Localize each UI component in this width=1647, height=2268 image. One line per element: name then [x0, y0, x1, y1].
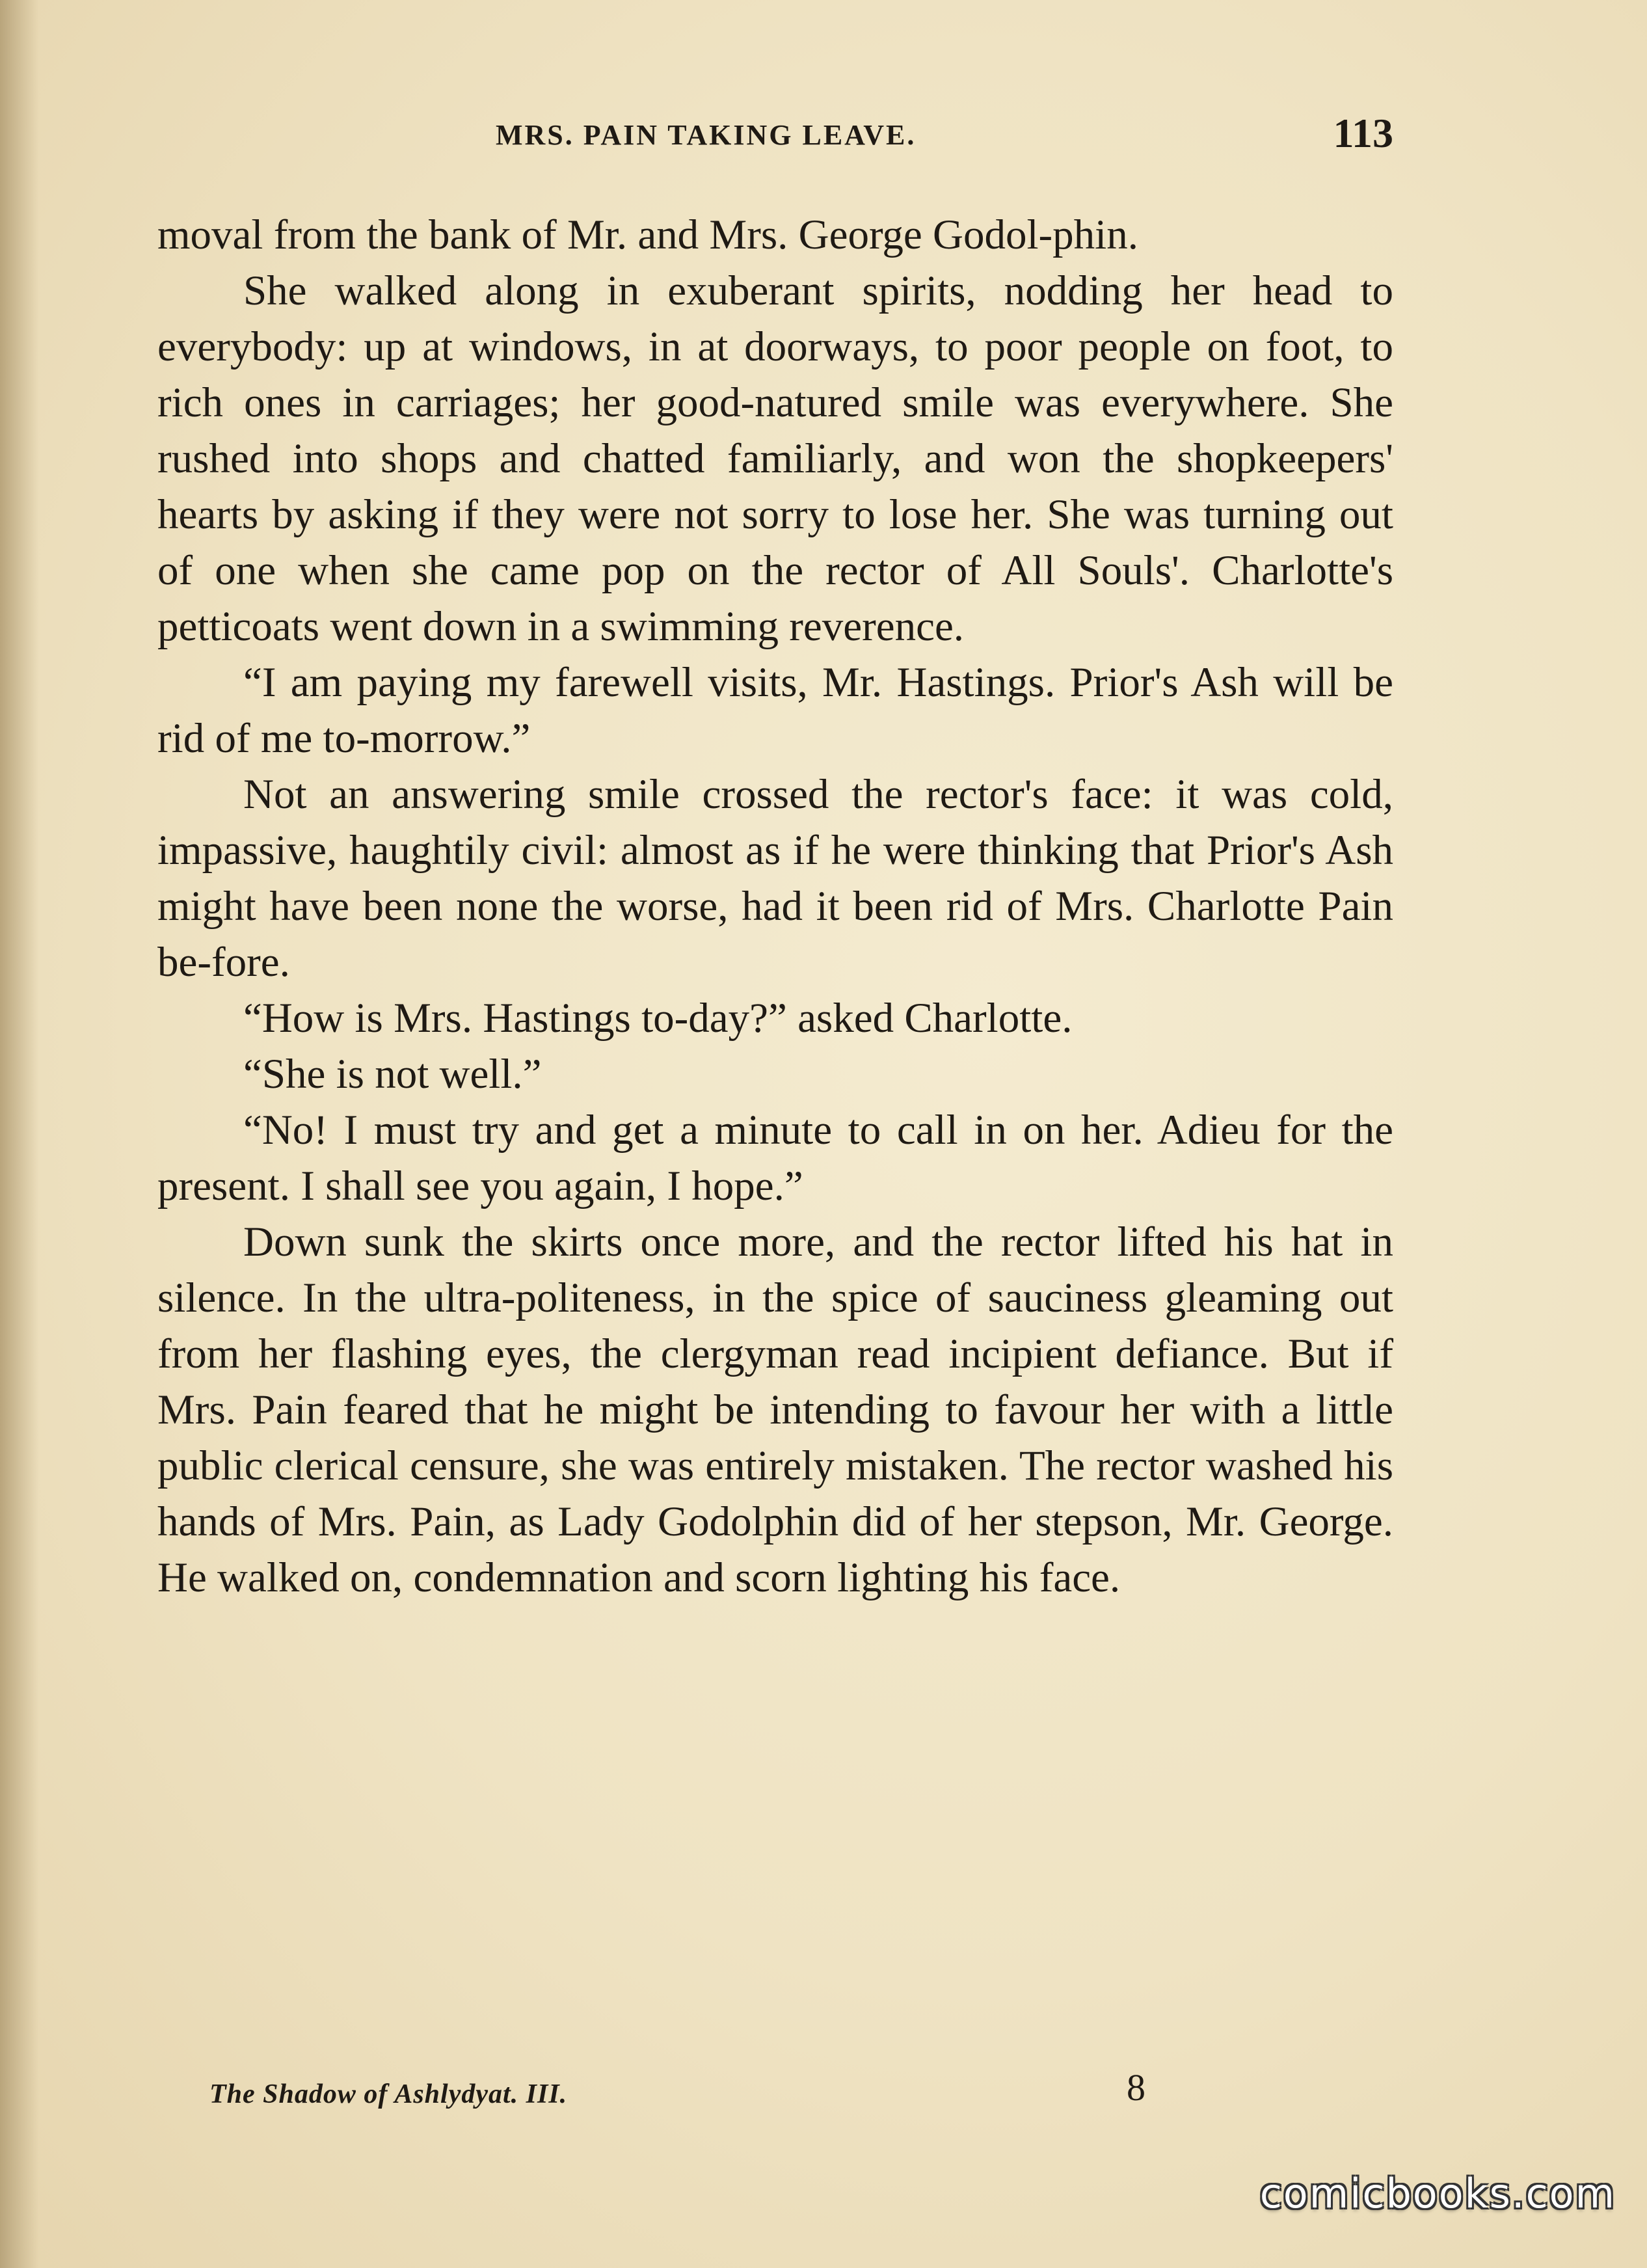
paragraph: “She is not well.” [243, 1051, 542, 1098]
paragraph: She walked along in exuberant spirits, nodding her head to everybody: up at windows, in at doorways, to poor people on foot, to rich ones in carriages; her good-natured smile was everywhere. She rushed into shops and chatted familiarly, and won the shopkeepers' hearts by asking if they were not sorry to lose her. She was turning out of one when she came pop on the rector of All Souls'. Charlotte's petticoats went down in a swimming reverence. [157, 267, 1393, 650]
paragraph: Not an answering smile crossed the rector's face: it was cold, impassive, haughtily civil: almost as if he were thinking that Prior's Ash might have been none the worse, had it been rid of Mrs. Charlotte Pain be-fore. [157, 771, 1393, 986]
page-number: 113 [1333, 110, 1393, 156]
signature-number: 8 [1127, 2066, 1145, 2109]
paragraph: “How is Mrs. Hastings to-day?” asked Charlotte. [243, 995, 1073, 1042]
page-header [157, 109, 1393, 168]
paragraph: “No! I must try and get a minute to call in on her. Adieu for the present. I shall see you again, I hope.” [157, 1107, 1393, 1209]
page-gutter-shadow [0, 0, 39, 2268]
paragraph: Down sunk the skirts once more, and the rector lifted his hat in silence. In the ultra-politeness, in the spice of sauciness gleaming out from her flashing eyes, the clergyman read incipient defiance. But if Mrs. Pain feared that he might be intending to favour her with a little public clerical censure, she was entirely mistaken. The rector washed his hands of Mrs. Pain, as Lady Godolphin did of her stepson, Mr. George. He walked on, condemnation and scorn lighting his face. [157, 1219, 1393, 1601]
paragraph: “I am paying my farewell visits, Mr. Hastings. Prior's Ash will be rid of me to-morrow.” [157, 659, 1393, 762]
running-title: MRS. PAIN TAKING LEAVE. [496, 119, 917, 151]
watermark: comicbooks.com [1259, 2170, 1616, 2217]
body-text [157, 207, 1393, 1606]
signature-line: The Shadow of Ashlydyat. III. [209, 2079, 568, 2109]
paragraph: moval from the bank of Mr. and Mrs. George Godol-phin. [157, 211, 1138, 258]
page-footer [209, 2066, 1393, 2124]
